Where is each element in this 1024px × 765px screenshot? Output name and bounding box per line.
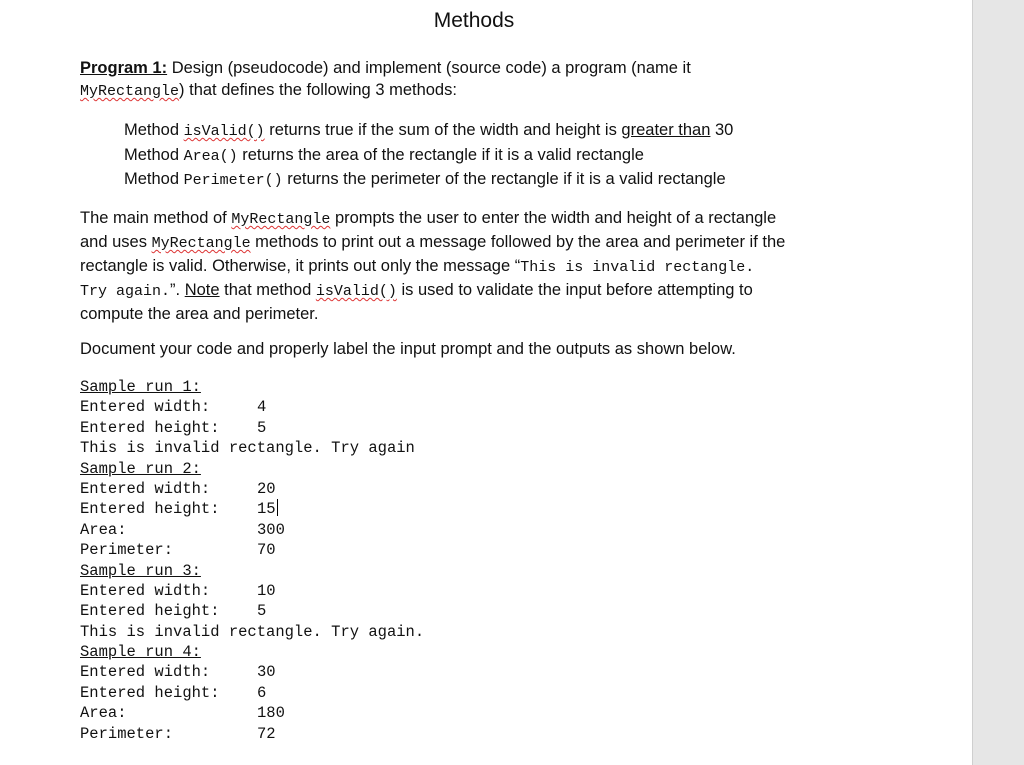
class-name-code: MyRectangle (80, 83, 180, 100)
document-instruction: Document your code and properly label the input prompt and the outputs as shown below. (80, 340, 736, 358)
output-line: Entered height: 6 (80, 683, 267, 702)
intro-text: Design (pseudocode) and implement (source code) a program (name it (167, 59, 691, 77)
output-line: Area: 300 (80, 520, 285, 539)
method-line-area: Method Area() returns the area of the rectangle if it is a valid rectangle (124, 145, 644, 165)
output-line: Entered width: 30 (80, 663, 276, 682)
output-line: Entered height: 15 (80, 500, 276, 519)
program-heading: Program 1: (80, 59, 168, 77)
try-again-code: Try again. (80, 283, 171, 300)
class-name-code: MyRectangle (231, 211, 331, 228)
sample-runs (80, 377, 424, 744)
method-code: Area() (183, 147, 238, 165)
output-line: Entered width: 20 (80, 479, 276, 498)
method-code: isValid() (183, 123, 265, 140)
methods-list (124, 119, 733, 193)
method-line-isvalid: Method isValid() returns true if the sum of the width and height is greater than 30 (124, 121, 734, 140)
output-line: Entered width: 10 (80, 581, 276, 600)
output-line: Perimeter: 72 (80, 724, 276, 743)
side-panel (972, 0, 1024, 765)
main-method-paragraph: The main method of MyRectangle prompts the user to enter the width and height of a rectangle and uses MyRectangle methods to print out a message followed by the area and perimeter if the rectangle is valid. Otherwise, it prints out only the message “This is invalid rectangle. Try again.”. Note that method isValid() is used to validate the input before attempting to compute the area and perimeter. (80, 209, 786, 323)
emphasis-greater-than: greater than (621, 121, 711, 139)
sample-run-header: Sample run 2: (80, 459, 201, 478)
invalid-message-code: This is invalid rectangle. (520, 259, 755, 276)
sample-run-header: Sample run 1: (80, 378, 201, 396)
method-code: Perimeter() (183, 172, 283, 189)
sample-run-header: Sample run 4: (80, 643, 201, 662)
method-code: isValid() (315, 283, 397, 300)
output-line: Area: 180 (80, 704, 285, 723)
output-line: This is invalid rectangle. Try again. (80, 622, 425, 641)
method-line-perimeter: Method Perimeter() returns the perimeter of the rectangle if it is a valid rectangle (124, 170, 726, 189)
document-title: Methods (433, 9, 515, 32)
output-line: Entered width: 4 (80, 398, 267, 417)
output-line: This is invalid rectangle. Try again (80, 439, 415, 458)
intro-text-end: ) that defines the following 3 methods: (179, 81, 457, 99)
program-intro (80, 57, 880, 103)
output-line: Entered height: 5 (80, 418, 267, 437)
output-line: Entered height: 5 (80, 602, 267, 621)
text-cursor (277, 499, 278, 516)
sample-run-header: Sample run 3: (80, 561, 201, 580)
note-label: Note (184, 281, 220, 299)
output-line: Perimeter: 70 (80, 541, 276, 560)
class-name-code: MyRectangle (151, 235, 251, 252)
